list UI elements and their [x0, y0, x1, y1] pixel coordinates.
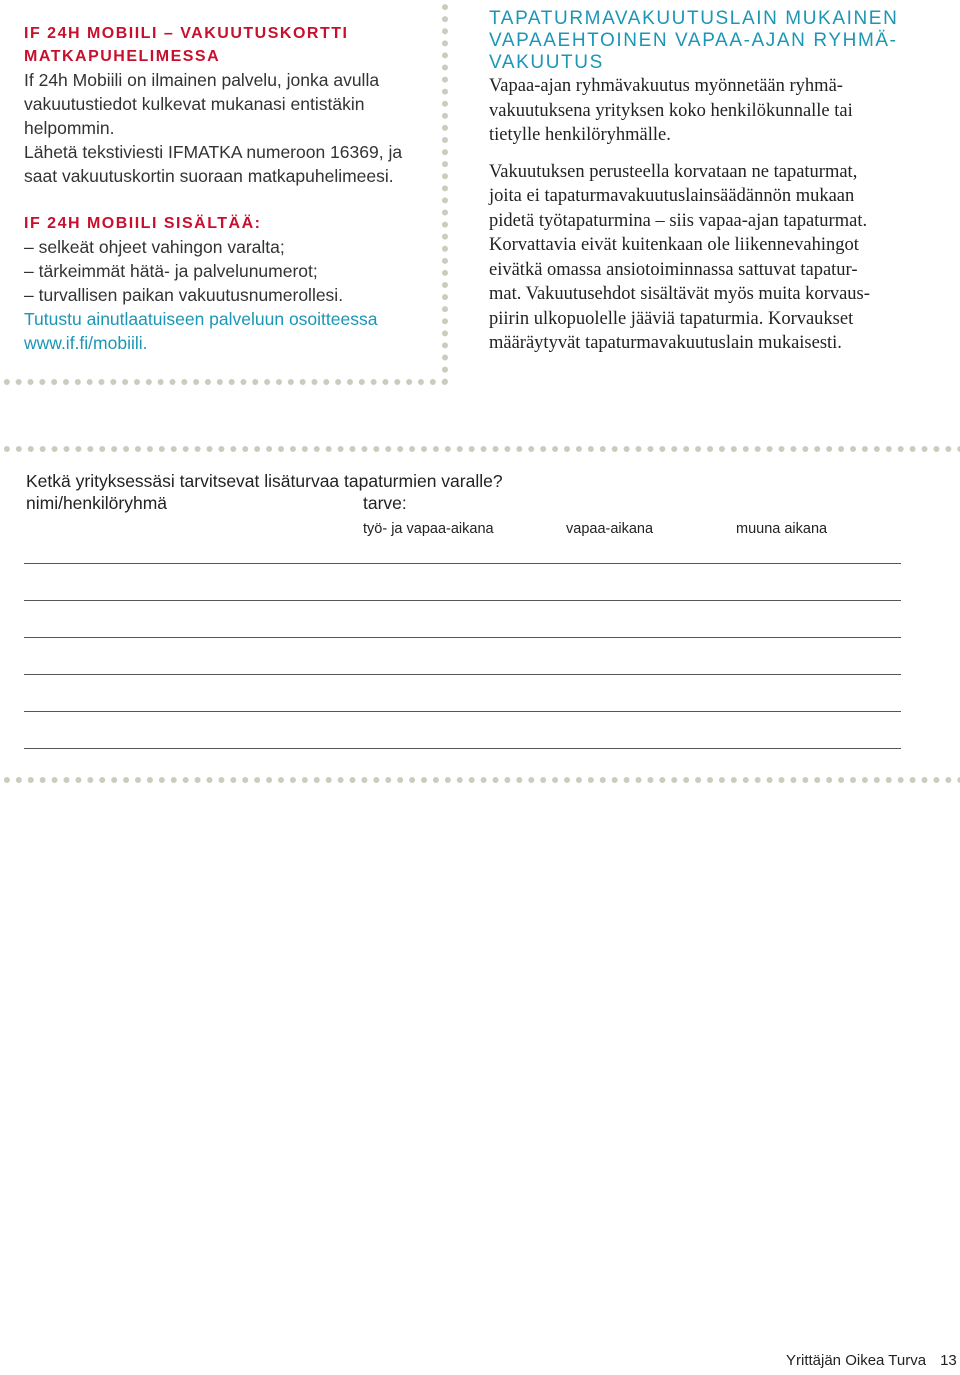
mobile-heading-line-2: MATKAPUHELIMESSA: [24, 48, 221, 65]
write-line-6[interactable]: [24, 748, 901, 749]
paragraph-line: Vapaa-ajan ryhmävakuutus myönnetään ryhmä-: [489, 76, 843, 96]
page-footer: [786, 1352, 957, 1369]
write-line-2[interactable]: [24, 600, 901, 601]
form-question: Ketkä yrityksessäsi tarvitsevat lisäturvaa tapaturmien varalle?: [26, 471, 503, 491]
mobile-heading: [24, 22, 439, 68]
page-number: 13: [940, 1352, 957, 1369]
intro-line: If 24h Mobiili on ilmainen palvelu, jonka avulla: [24, 70, 380, 90]
footer-title: Yrittäjän Oikea Turva: [786, 1352, 927, 1369]
write-line-5[interactable]: [24, 711, 901, 712]
need-options: [26, 521, 906, 541]
list-item: – turvallisen paikan vakuutusnumerollesi.: [24, 285, 344, 305]
mobile-intro: [24, 68, 439, 188]
paragraph-line: eivätkä omassa ansiotoiminnassa sattuvat tapatur-: [489, 259, 858, 280]
heading-line: VAKUUTUS: [489, 52, 604, 73]
paragraph-line: pidetä työtapaturmina – siis vapaa-ajan tapaturmat.: [489, 210, 868, 231]
visit-link[interactable]: www.if.fi/mobiili.: [24, 333, 148, 353]
paragraph-line: joita ei tapaturmavakuutuslainsäädännön mukaan: [489, 186, 855, 206]
group-insurance-section: [489, 8, 921, 356]
option-other-time[interactable]: muuna aikana: [736, 521, 828, 537]
group-paragraph-1: [489, 74, 921, 148]
write-line-1[interactable]: [24, 563, 901, 564]
visit-text: [24, 307, 439, 355]
visit-line: Tutustu ainutlaatuiseen palveluun osoitteessa: [24, 309, 378, 329]
list-item: – tärkeimmät hätä- ja palvelunumerot;: [24, 261, 318, 281]
list-item: – selkeät ohjeet vahingon varalta;: [24, 237, 285, 257]
option-free-time[interactable]: vapaa-aikana: [566, 521, 654, 537]
paragraph-line: määräytyvät tapaturmavakuutuslain mukaisesti.: [489, 333, 842, 353]
mobile-heading-line-1: IF 24H MOBIILI – VAKUUTUSKORTTI: [24, 25, 349, 42]
intro-line: saat vakuutuskortin suoraan matkapuhelimeesi.: [24, 166, 394, 186]
option-work-and-free-time[interactable]: työ- ja vapaa-aikana: [363, 521, 494, 537]
intro-line: helpommin.: [24, 118, 115, 138]
heading-line: TAPATURMAVAKUUTUSLAIN MUKAINEN: [489, 8, 899, 29]
paragraph-line: tietylle henkilöryhmälle.: [489, 125, 671, 145]
paragraph-line: Korvattavia eivät kuitenkaan ole liikennevahingot: [489, 235, 859, 255]
contains-list: [24, 235, 439, 307]
paragraph-line: piirin ulkopuolelle jääviä tapaturmia. Korvaukset: [489, 308, 854, 329]
coverage-form: [26, 469, 906, 541]
write-line-4[interactable]: [24, 674, 901, 675]
group-insurance-heading: [489, 8, 921, 74]
form-header-row: [26, 493, 906, 517]
heading-line: VAPAAEHTOINEN VAPAA-AJAN RYHMÄ-: [489, 30, 898, 51]
paragraph-line: mat. Vakuutusehdot sisältävät myös muita korvaus-: [489, 284, 870, 304]
paragraph-line: vakuutuksena yrityksen koko henkilökunnalle tai: [489, 100, 853, 121]
name-label: nimi/henkilöryhmä: [26, 493, 168, 513]
intro-line: vakuutustiedot kulkevat mukanasi entistäkin: [24, 94, 365, 114]
intro-line: Lähetä tekstiviesti IFMATKA numeroon 16369, ja: [24, 142, 403, 162]
mobile-section: [24, 22, 439, 355]
contains-heading: IF 24H MOBIILI SISÄLTÄÄ:: [24, 215, 262, 232]
write-line-3[interactable]: [24, 637, 901, 638]
need-label: tarve:: [363, 493, 407, 513]
group-paragraph-2: [489, 160, 921, 356]
paragraph-line: Vakuutuksen perusteella korvataan ne tapaturmat,: [489, 161, 858, 182]
